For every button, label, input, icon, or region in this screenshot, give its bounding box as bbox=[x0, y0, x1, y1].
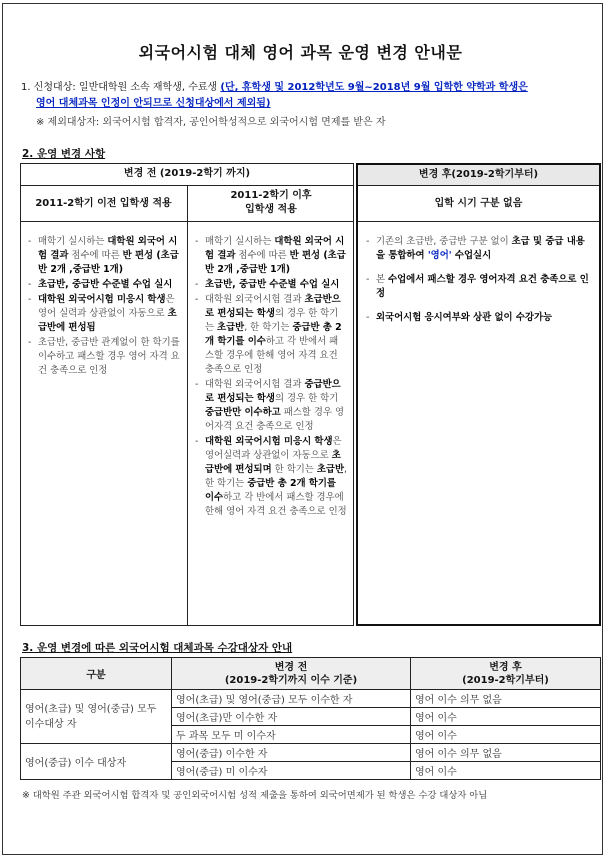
group2-cell: 영어(중급) 이수 대상자 bbox=[21, 744, 172, 780]
after-block bbox=[356, 163, 601, 626]
before-cell: 영어(중급) 미 이수자 bbox=[172, 762, 411, 780]
before-cell: 두 과목 모두 미 이수자 bbox=[172, 726, 411, 744]
col2-header-line2: 입학생 적용 bbox=[245, 204, 297, 215]
eligibility-note-line bbox=[36, 96, 596, 112]
after-cell: 영어 이수 bbox=[411, 726, 601, 744]
col2-header bbox=[188, 189, 354, 217]
col1-content bbox=[22, 235, 186, 379]
before-header: 변경 전 (2019-2학기 까지) bbox=[20, 163, 354, 186]
col2-item: - 초급반, 중급반 수준별 수업 실시 bbox=[195, 278, 347, 292]
col1-item: - 대학원 외국어시험 미응시 학생은 영어 실력과 상관없이 자동으로 초급반에 편성됨 bbox=[28, 293, 180, 335]
col1-item: - 초급반, 중급반 관계없이 한 학기를 이수하고 패스할 경우 영어 자격 요건 충족으로 인정 bbox=[28, 336, 180, 378]
eligibility-note-a: (단, 휴학생 및 2012학년도 9월~2018년 9월 입학한 약학과 학생은 bbox=[220, 82, 528, 93]
section2-heading: 2. 운영 변경 사항 bbox=[22, 148, 106, 160]
before-cell: 영어(중급) 이수한 자 bbox=[172, 744, 411, 762]
col1-header: 2011-2학기 이전 입학생 적용 bbox=[35, 198, 172, 209]
before-cell: 영어(초급) 및 영어(중급) 모두 이수한 자 bbox=[172, 690, 411, 708]
page-title: 외국어시험 대체 영어 과목 운영 변경 안내문 bbox=[138, 43, 463, 62]
before-cell: 영어(초급)만 이수한 자 bbox=[172, 708, 411, 726]
col2-item: - 대학원 외국어시험 미응시 학생은 영어실력과 상관없이 자동으로 초급반에 편성되며 한 학기는 초급반, 한 학기는 중급반 총 2개 학기를 이수하고 각 반에서 패스할 경우에 한해 영어 자격 요건 충족으로 인정 bbox=[195, 435, 347, 519]
after-header: 변경 후(2019-2학기부터) bbox=[358, 165, 599, 186]
footnote: ※ 대학원 주관 외국어시험 합격자 및 공인외국어시험 성적 제출을 통하여 외국어면제가 된 학생은 수강 대상자 아님 bbox=[22, 790, 488, 801]
after-cell: 영어 이수 bbox=[411, 708, 601, 726]
col2-item: - 대학원 외국어시험 결과 중급반으로 편성되는 학생의 경우 한 학기 중급반만 이수하고 패스할 경우 영어자격 요건 충족으로 인정 bbox=[195, 378, 347, 434]
section3-heading: 3. 운영 변경에 따른 외국어시험 대체과목 수강대상자 안내 bbox=[22, 642, 293, 654]
table-row bbox=[21, 744, 601, 762]
table-header-row bbox=[21, 658, 601, 690]
header-gubun: 구분 bbox=[21, 658, 172, 690]
eligibility-note-b: 영어 대체과목 인정이 안되므로 신청대상에서 제외됨) bbox=[36, 98, 271, 109]
after-cell: 영어 이수 의무 없음 bbox=[411, 744, 601, 762]
column-divider bbox=[187, 186, 188, 626]
col1-item: - 초급반, 중급반 수준별 수업 실시 bbox=[28, 278, 180, 292]
col2-content bbox=[189, 235, 353, 520]
col3-header: 입학 시기 구분 없음 bbox=[358, 186, 599, 222]
col2-item: - 매학기 실시하는 대학원 외국어 시험 결과 점수에 따른 반 편성 (초급반 2개 ,중급반 1개) bbox=[195, 235, 347, 277]
target-table bbox=[20, 657, 601, 780]
col3-content bbox=[360, 235, 596, 326]
table-row bbox=[21, 690, 601, 708]
after-cell: 영어 이수 의무 없음 bbox=[411, 690, 601, 708]
col3-item: - 본 수업에서 패스할 경우 영어자격 요건 충족으로 인정 bbox=[366, 273, 590, 301]
header-after: 변경 후 (2019-2학기부터) bbox=[411, 658, 601, 690]
exclusion-line: ※ 제외대상자: 외국어시험 합격자, 공인어학성적으로 외국어시험 면제를 받은 자 bbox=[36, 117, 386, 128]
col3-item: - 기존의 초급반, 중급반 구분 없이 초급 및 중급 내용을 통합하여 '영어' 수업실시 bbox=[366, 235, 590, 263]
header-before: 변경 전 (2019-2학기까지 이수 기준) bbox=[172, 658, 411, 690]
eligibility-label: 1. 신청대상: 일반대학원 소속 재학생, 수료생 bbox=[21, 82, 221, 93]
col2-item: - 대학원 외국어시험 결과 초급반으로 편성되는 학생의 경우 한 학기는 초급반, 한 학기는 중급반 총 2개 학기를 이수하고 각 반에서 패스할 경우에 한해 영어 자격 요건 충족으로 인정 bbox=[195, 293, 347, 377]
after-cell: 영어 이수 bbox=[411, 762, 601, 780]
eligibility-line bbox=[21, 80, 596, 96]
col1-item: - 매학기 실시하는 대학원 외국어 시험 결과 점수에 따른 반 편성 (초급반 2개 ,중급반 1개) bbox=[28, 235, 180, 277]
group1-cell: 영어(초급) 및 영어(중급) 모두 이수대상 자 bbox=[21, 690, 172, 744]
col3-item: - 외국어시험 응시여부와 상관 없이 수강가능 bbox=[366, 311, 590, 325]
col2-header-line1: 2011-2학기 이후 bbox=[230, 190, 312, 201]
